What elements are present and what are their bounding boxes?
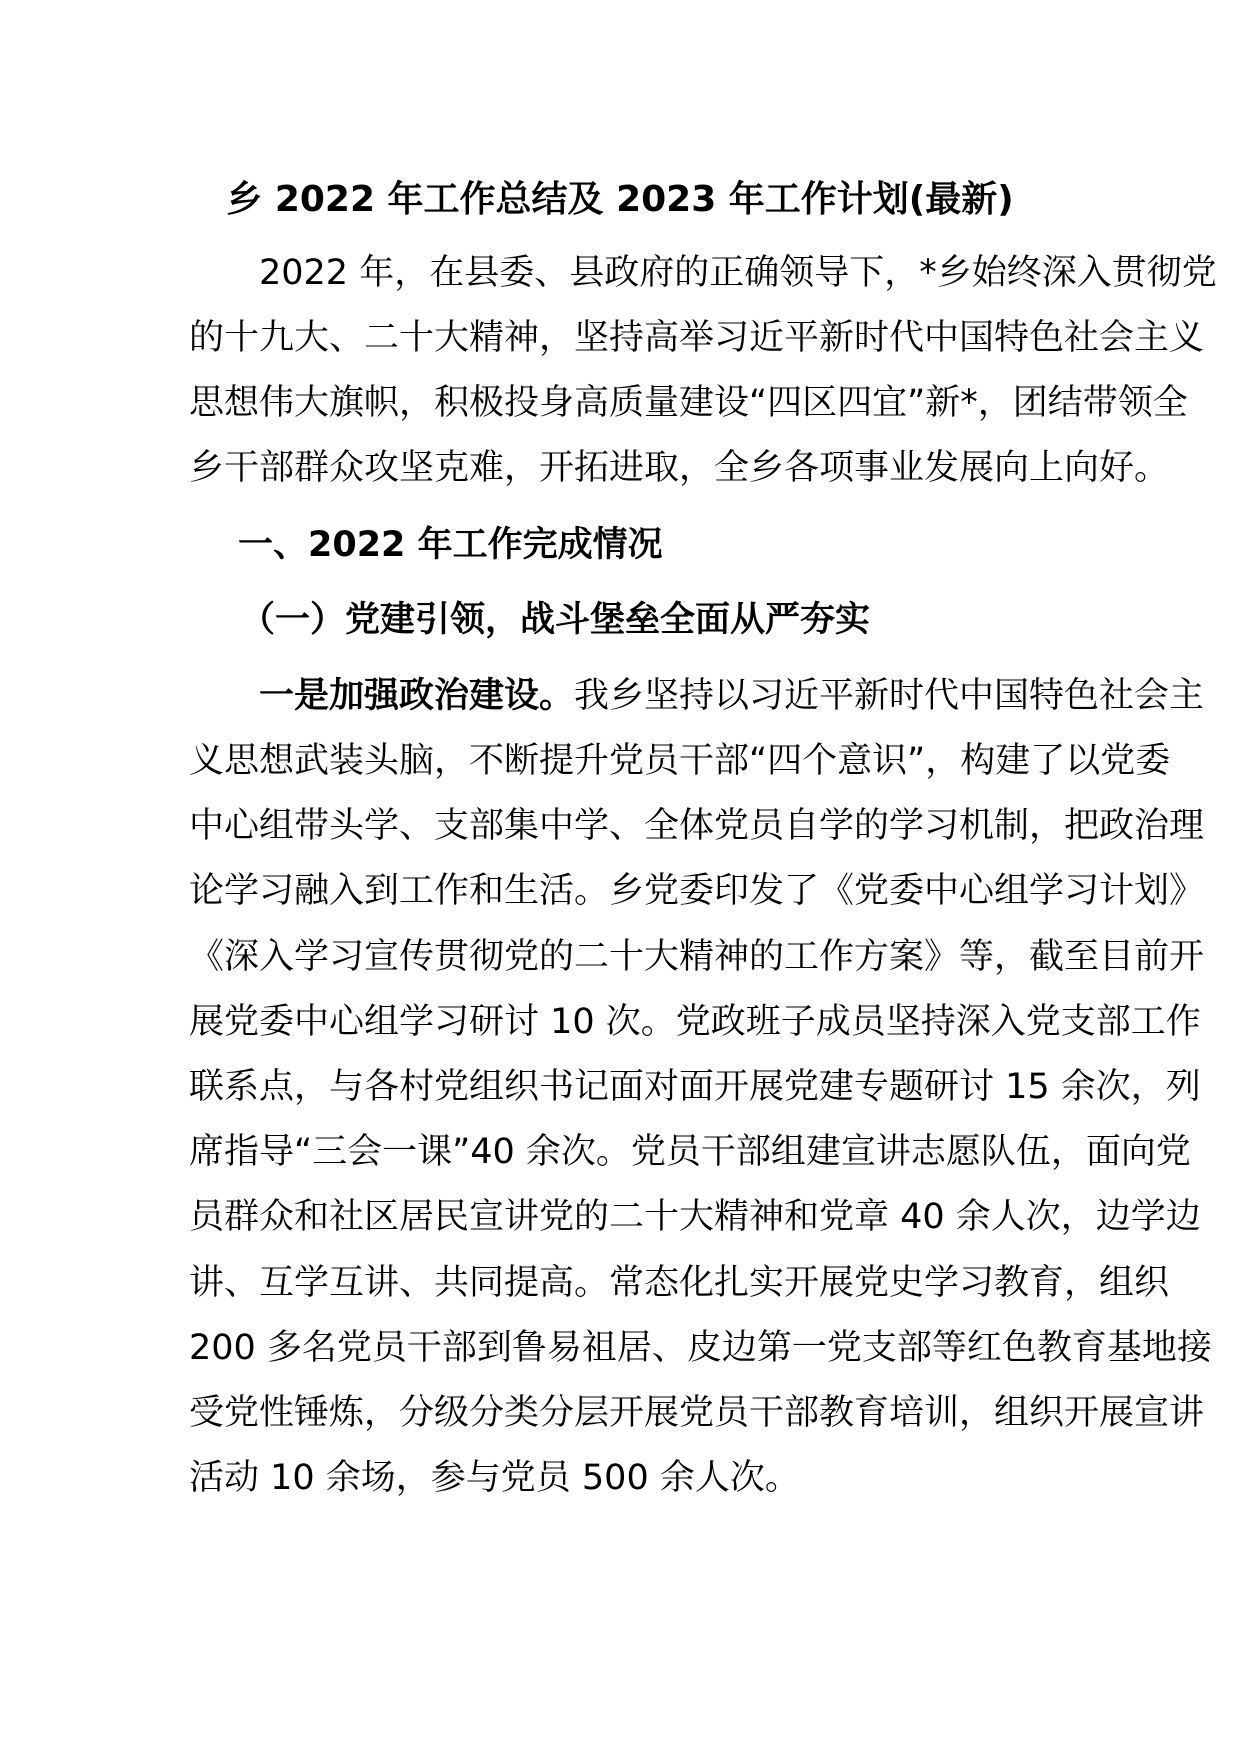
paragraph-line: 席指导“三会一课”40 余次。党员干部组建宣讲志愿队伍，面向党 <box>189 1132 1191 1172</box>
paragraph-line: 《深入学习宣传贯彻党的二十大精神的工作方案》等，截至目前开 <box>189 937 1205 977</box>
paragraph-line: 2022 年，在县委、县政府的正确领导下，*乡始终深入贯彻党 <box>259 253 1217 293</box>
paragraph-lead: 一是加强政治建设。 <box>259 676 575 716</box>
paragraph-text: 我乡坚持以习近平新时代中国特色社会主 <box>574 676 1205 716</box>
paragraph-line: 论学习融入到工作和生活。乡党委印发了《党委中心组学习计划》 <box>189 871 1205 911</box>
paragraph-line: 中心组带头学、支部集中学、全体党员自学的学习机制，把政治理 <box>189 806 1205 846</box>
paragraph-line: 展党委中心组学习研讨 10 次。党政班子成员坚持深入党支部工作 <box>189 1002 1201 1042</box>
paragraph-line: 讲、互学互讲、共同提高。常态化扎实开展党史学习教育，组织 <box>189 1263 1170 1303</box>
paragraph-line: 受党性锤炼，分级分类分层开展党员干部教育培训，组织开展宣讲 <box>189 1393 1205 1433</box>
paragraph-line: 活动 10 余场，参与党员 500 余人次。 <box>189 1458 800 1498</box>
paragraph-line: 员群众和社区居民宣讲党的二十大精神和党章 40 余人次，边学边 <box>189 1197 1201 1237</box>
paragraph-line: 联系点，与各村党组织书记面对面开展党建专题研讨 15 余次，列 <box>189 1067 1201 1107</box>
paragraph-line <box>259 674 1205 718</box>
paragraph-line: 200 多名党员干部到鲁易祖居、皮边第一党支部等红色教育基地接 <box>189 1328 1212 1368</box>
paragraph-line: 思想伟大旗帜，积极投身高质量建设“四区四宜”新*，团结带领全 <box>189 383 1188 423</box>
paragraph-line: 义思想武装头脑，不断提升党员干部“四个意识”，构建了以党委 <box>189 741 1171 781</box>
section-heading: 一、2022 年工作完成情况 <box>238 525 663 565</box>
document-title: 乡 2022 年工作总结及 2023 年工作计划(最新) <box>226 179 1014 220</box>
subsection-heading: （一）党建引领，战斗堡垒全面从严夯实 <box>240 600 871 640</box>
paragraph-line: 乡干部群众攻坚克难，开拓进取，全乡各项事业发展向上向好。 <box>189 448 1170 488</box>
paragraph-line: 的十九大、二十大精神，坚持高举习近平新时代中国特色社会主义 <box>189 318 1205 358</box>
